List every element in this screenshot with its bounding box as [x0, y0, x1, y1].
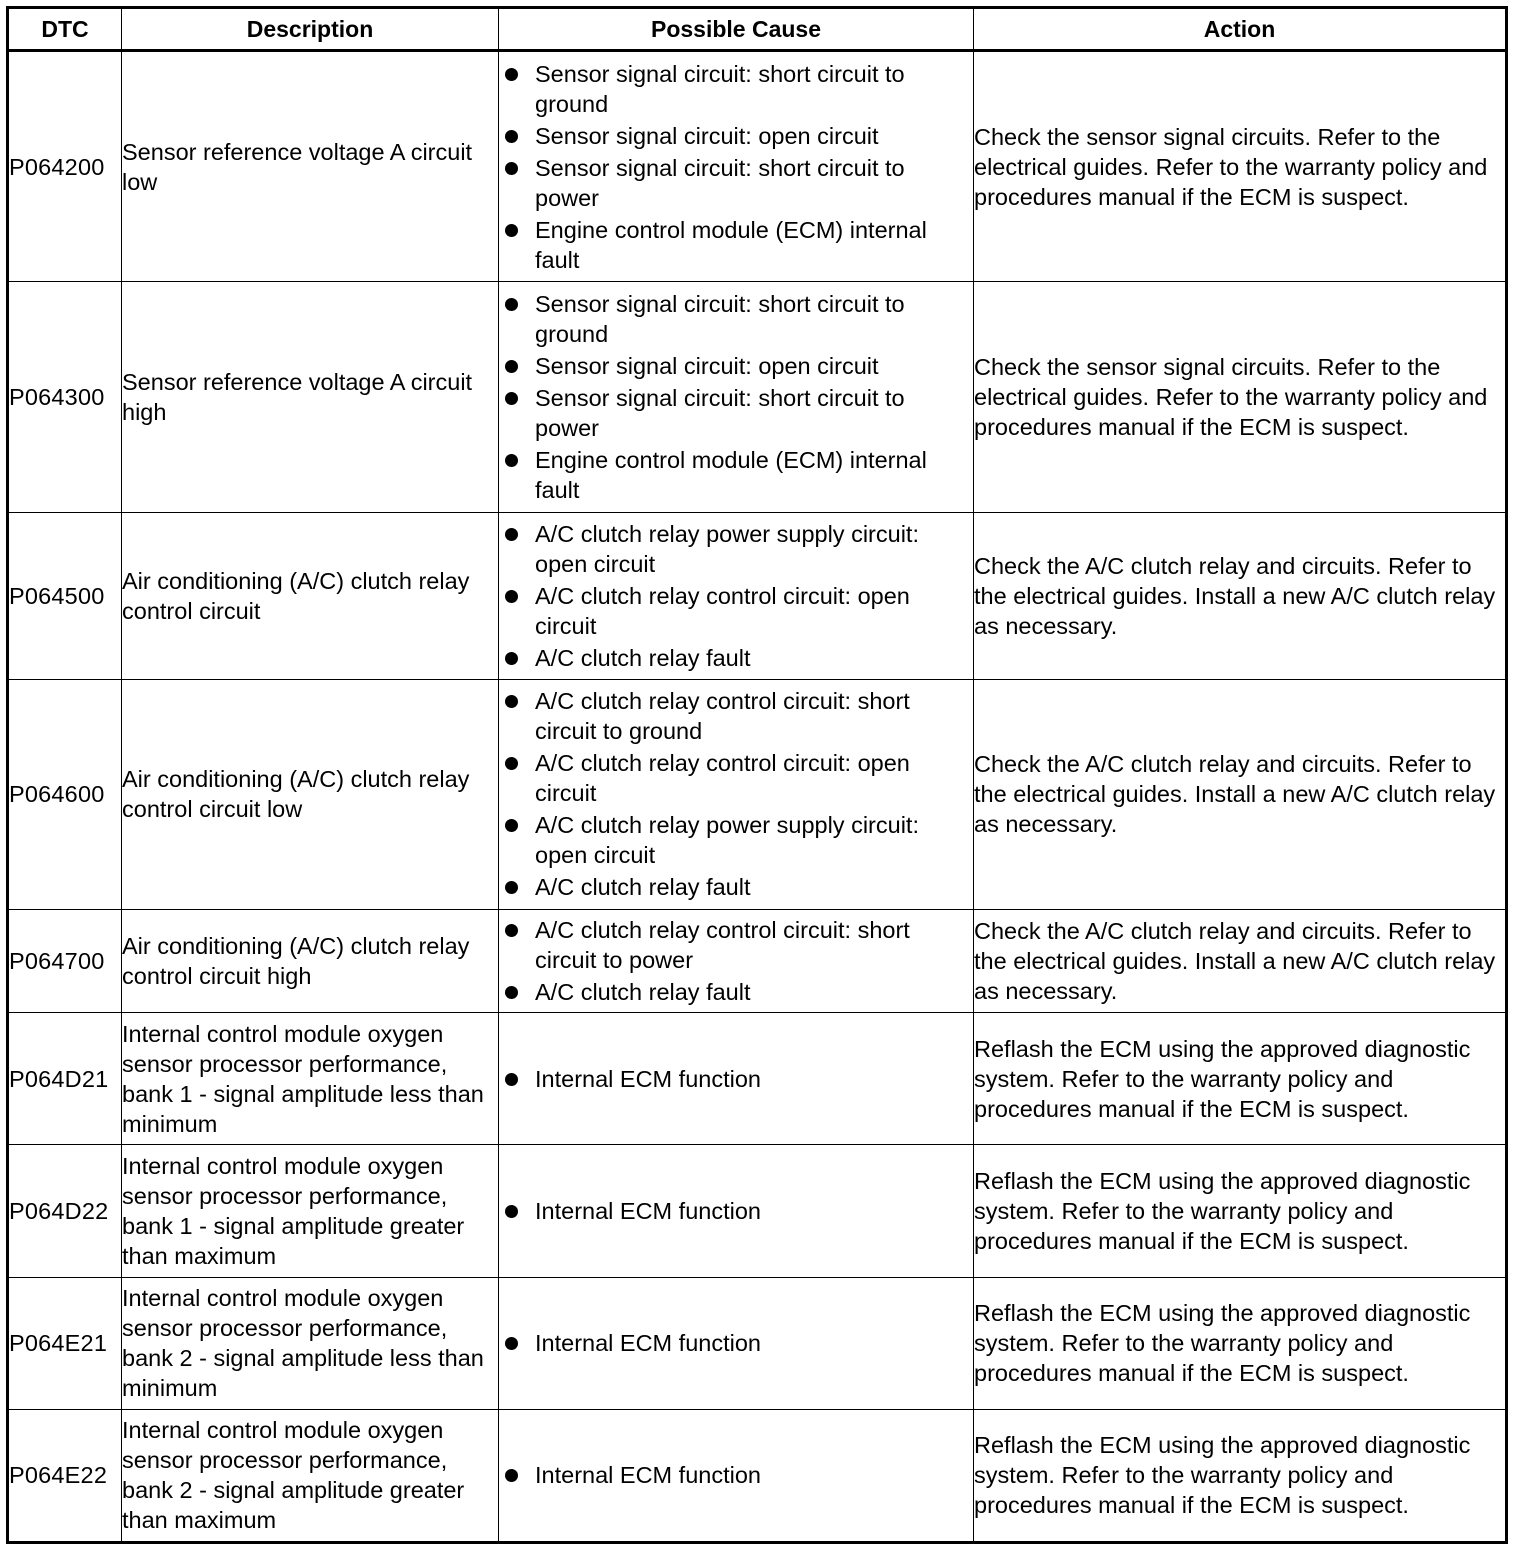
- dtc-code-cell: P064D22: [8, 1145, 122, 1277]
- table-row: [8, 282, 1507, 512]
- possible-cause-cell: [499, 51, 974, 282]
- cause-text: Sensor signal circuit: short circuit to ground: [535, 60, 905, 117]
- cause-list-item: [499, 643, 973, 673]
- action-cell: Check the A/C clutch relay and circuits. Refer to the electrical guides. Install a new A/C clutch relay as necessary.: [974, 910, 1507, 1013]
- cause-list-item: [499, 810, 973, 870]
- cause-list: [499, 1328, 973, 1358]
- bullet-icon: [505, 1337, 518, 1350]
- cause-list: [499, 915, 973, 1007]
- table-row: [8, 512, 1507, 679]
- cause-text: Sensor signal circuit: open circuit: [535, 352, 879, 379]
- cause-list: [499, 1196, 973, 1226]
- bullet-icon: [505, 360, 518, 373]
- cause-list-item: [499, 351, 973, 381]
- description-cell: Internal control module oxygen sensor processor performance, bank 2 - signal amplitude greater than maximum: [122, 1409, 499, 1542]
- possible-cause-cell: [499, 282, 974, 512]
- action-cell: Reflash the ECM using the approved diagnostic system. Refer to the warranty policy and procedures manual if the ECM is suspect.: [974, 1409, 1507, 1542]
- cause-list: [499, 1460, 973, 1490]
- table-row: [8, 1409, 1507, 1542]
- cause-list: [499, 59, 973, 275]
- header-description: Description: [122, 8, 499, 51]
- cause-text: A/C clutch relay control circuit: open circuit: [535, 750, 910, 807]
- table-row: [8, 1277, 1507, 1409]
- cause-text: A/C clutch relay control circuit: open circuit: [535, 582, 910, 639]
- cause-text: A/C clutch relay control circuit: short circuit to power: [535, 917, 910, 974]
- dtc-code-cell: P064D21: [8, 1013, 122, 1145]
- dtc-code-cell: P064200: [8, 51, 122, 282]
- cause-list: [499, 289, 973, 505]
- table-row: [8, 51, 1507, 282]
- cause-text: A/C clutch relay fault: [535, 644, 751, 671]
- possible-cause-cell: [499, 1145, 974, 1277]
- table-header-row: [8, 8, 1507, 51]
- bullet-icon: [505, 68, 518, 81]
- cause-list-item: [499, 215, 973, 275]
- description-cell: Air conditioning (A/C) clutch relay control circuit low: [122, 679, 499, 909]
- cause-list-item: [499, 1064, 973, 1094]
- cause-list-item: [499, 1460, 973, 1490]
- cause-list: [499, 519, 973, 673]
- description-cell: Air conditioning (A/C) clutch relay control circuit high: [122, 910, 499, 1013]
- action-cell: Reflash the ECM using the approved diagnostic system. Refer to the warranty policy and procedures manual if the ECM is suspect.: [974, 1277, 1507, 1409]
- table-body: [8, 51, 1507, 1543]
- cause-text: A/C clutch relay fault: [535, 874, 751, 901]
- bullet-icon: [505, 695, 518, 708]
- description-cell: Internal control module oxygen sensor processor performance, bank 2 - signal amplitude less than minimum: [122, 1277, 499, 1409]
- dtc-code-cell: P064500: [8, 512, 122, 679]
- dtc-code-cell: P064600: [8, 679, 122, 909]
- action-cell: Reflash the ECM using the approved diagnostic system. Refer to the warranty policy and procedures manual if the ECM is suspect.: [974, 1013, 1507, 1145]
- dtc-code-cell: P064700: [8, 910, 122, 1013]
- cause-list-item: [499, 59, 973, 119]
- cause-text: A/C clutch relay fault: [535, 979, 751, 1006]
- cause-list-item: [499, 1196, 973, 1226]
- table-row: [8, 679, 1507, 909]
- bullet-icon: [505, 590, 518, 603]
- dtc-code-cell: P064300: [8, 282, 122, 512]
- bullet-icon: [505, 392, 518, 405]
- cause-list-item: [499, 121, 973, 151]
- action-cell: Check the A/C clutch relay and circuits. Refer to the electrical guides. Install a new A/C clutch relay as necessary.: [974, 679, 1507, 909]
- cause-list-item: [499, 445, 973, 505]
- cause-list-item: [499, 153, 973, 213]
- cause-text: Internal ECM function: [535, 1462, 761, 1489]
- bullet-icon: [505, 986, 518, 999]
- cause-text: Sensor signal circuit: short circuit to power: [535, 154, 905, 211]
- cause-list-item: [499, 581, 973, 641]
- cause-text: Engine control module (ECM) internal fault: [535, 216, 927, 273]
- action-cell: Check the sensor signal circuits. Refer to the electrical guides. Refer to the warranty policy and procedures manual if the ECM is suspect.: [974, 282, 1507, 512]
- description-cell: Sensor reference voltage A circuit low: [122, 51, 499, 282]
- table-row: [8, 910, 1507, 1013]
- bullet-icon: [505, 224, 518, 237]
- cause-list-item: [499, 748, 973, 808]
- cause-text: Internal ECM function: [535, 1330, 761, 1357]
- cause-list-item: [499, 872, 973, 902]
- bullet-icon: [505, 130, 518, 143]
- cause-text: Sensor signal circuit: short circuit to ground: [535, 290, 905, 347]
- cause-text: A/C clutch relay control circuit: short circuit to ground: [535, 688, 910, 745]
- possible-cause-cell: [499, 1277, 974, 1409]
- bullet-icon: [505, 298, 518, 311]
- possible-cause-cell: [499, 679, 974, 909]
- description-cell: Internal control module oxygen sensor processor performance, bank 1 - signal amplitude greater than maximum: [122, 1145, 499, 1277]
- cause-list-item: [499, 1328, 973, 1358]
- header-dtc: DTC: [8, 8, 122, 51]
- cause-text: A/C clutch relay power supply circuit: open circuit: [535, 812, 919, 869]
- cause-list-item: [499, 383, 973, 443]
- cause-list-item: [499, 977, 973, 1007]
- cause-text: A/C clutch relay power supply circuit: open circuit: [535, 520, 919, 577]
- cause-list-item: [499, 686, 973, 746]
- possible-cause-cell: [499, 1409, 974, 1542]
- cause-text: Engine control module (ECM) internal fault: [535, 446, 927, 503]
- possible-cause-cell: [499, 910, 974, 1013]
- bullet-icon: [505, 881, 518, 894]
- bullet-icon: [505, 757, 518, 770]
- action-cell: Reflash the ECM using the approved diagnostic system. Refer to the warranty policy and procedures manual if the ECM is suspect.: [974, 1145, 1507, 1277]
- header-action: Action: [974, 8, 1507, 51]
- cause-list-item: [499, 519, 973, 579]
- bullet-icon: [505, 924, 518, 937]
- bullet-icon: [505, 1073, 518, 1086]
- bullet-icon: [505, 454, 518, 467]
- action-cell: Check the sensor signal circuits. Refer to the electrical guides. Refer to the warranty policy and procedures manual if the ECM is suspect.: [974, 51, 1507, 282]
- cause-list: [499, 686, 973, 902]
- bullet-icon: [505, 1469, 518, 1482]
- cause-text: Sensor signal circuit: short circuit to power: [535, 384, 905, 441]
- cause-text: Internal ECM function: [535, 1197, 761, 1224]
- table-row: [8, 1145, 1507, 1277]
- dtc-table: [6, 6, 1508, 1544]
- description-cell: Air conditioning (A/C) clutch relay control circuit: [122, 512, 499, 679]
- bullet-icon: [505, 528, 518, 541]
- description-cell: Internal control module oxygen sensor processor performance, bank 1 - signal amplitude less than minimum: [122, 1013, 499, 1145]
- bullet-icon: [505, 819, 518, 832]
- description-cell: Sensor reference voltage A circuit high: [122, 282, 499, 512]
- action-cell: Check the A/C clutch relay and circuits. Refer to the electrical guides. Install a new A/C clutch relay as necessary.: [974, 512, 1507, 679]
- header-possible-cause: Possible Cause: [499, 8, 974, 51]
- dtc-code-cell: P064E22: [8, 1409, 122, 1542]
- cause-list-item: [499, 915, 973, 975]
- possible-cause-cell: [499, 1013, 974, 1145]
- cause-text: Sensor signal circuit: open circuit: [535, 122, 879, 149]
- cause-text: Internal ECM function: [535, 1065, 761, 1092]
- bullet-icon: [505, 162, 518, 175]
- cause-list-item: [499, 289, 973, 349]
- table-row: [8, 1013, 1507, 1145]
- dtc-code-cell: P064E21: [8, 1277, 122, 1409]
- bullet-icon: [505, 1205, 518, 1218]
- possible-cause-cell: [499, 512, 974, 679]
- bullet-icon: [505, 652, 518, 665]
- cause-list: [499, 1064, 973, 1094]
